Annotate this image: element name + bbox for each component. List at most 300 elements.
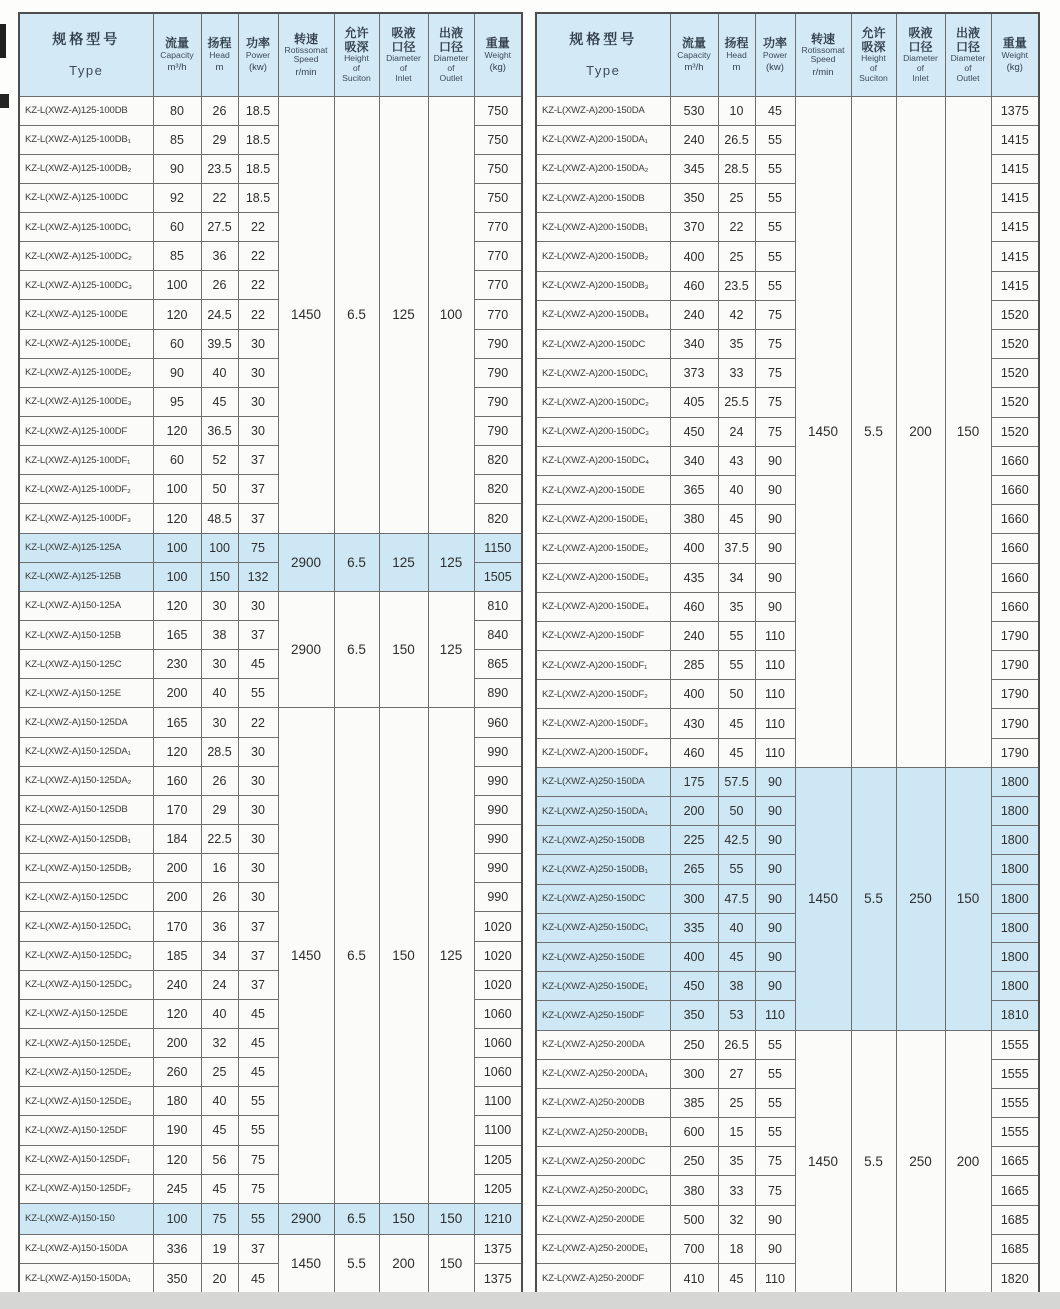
- weight-cell: 790: [474, 417, 522, 446]
- speed-cell: 1450: [795, 767, 851, 1030]
- header-type: [19, 13, 153, 96]
- header-outlet-en: of: [964, 63, 972, 74]
- power-cell: 30: [238, 329, 278, 358]
- power-cell: 55: [755, 1088, 795, 1117]
- weight-cell: 1205: [474, 1174, 522, 1203]
- capacity-cell: 370: [670, 213, 718, 242]
- type-cell: KZ-L(XWZ-A)150-125DB: [19, 795, 153, 824]
- weight-cell: 1660: [991, 563, 1039, 592]
- power-cell: 45: [238, 999, 278, 1028]
- type-cell: KZ-L(XWZ-A)200-150DB: [536, 184, 670, 213]
- header-weight-en: Weight: [1001, 49, 1029, 60]
- header-speed-unit: r/min: [812, 66, 834, 78]
- header-suction-en: Height: [344, 53, 369, 64]
- capacity-cell: 200: [153, 854, 201, 883]
- header-outlet-cn: 出液: [438, 26, 463, 41]
- power-cell: 90: [755, 972, 795, 1001]
- head-cell: 36: [201, 912, 238, 941]
- power-cell: 30: [238, 825, 278, 854]
- table-header: [536, 13, 1039, 96]
- weight-cell: 810: [474, 591, 522, 620]
- weight-cell: 1665: [991, 1176, 1039, 1205]
- inlet-cell: 200: [896, 96, 945, 767]
- spec-row: [536, 1030, 1039, 1059]
- power-cell: 75: [238, 1145, 278, 1174]
- weight-cell: 1415: [991, 213, 1039, 242]
- inlet-cell: 150: [379, 591, 428, 708]
- power-cell: 45: [755, 96, 795, 125]
- head-cell: 22.5: [201, 825, 238, 854]
- power-cell: 18.5: [238, 154, 278, 183]
- weight-cell: 750: [474, 96, 522, 125]
- power-cell: 55: [755, 184, 795, 213]
- head-cell: 30: [201, 708, 238, 737]
- weight-cell: 1800: [991, 972, 1039, 1001]
- head-cell: 40: [201, 679, 238, 708]
- head-cell: 55: [718, 651, 755, 680]
- weight-cell: 1520: [991, 330, 1039, 359]
- header-speed: [278, 13, 334, 96]
- head-cell: 38: [718, 972, 755, 1001]
- power-cell: 55: [755, 1030, 795, 1059]
- weight-cell: 1790: [991, 621, 1039, 650]
- inlet-cell: 150: [379, 708, 428, 1203]
- weight-cell: 890: [474, 679, 522, 708]
- power-cell: 110: [755, 1264, 795, 1295]
- header-outlet-en: Diameter: [433, 53, 469, 64]
- header-power-cn: 功率: [245, 36, 270, 51]
- type-cell: KZ-L(XWZ-A)250-150DA₁: [536, 797, 670, 826]
- capacity-cell: 435: [670, 563, 718, 592]
- type-cell: KZ-L(XWZ-A)250-150DE: [536, 942, 670, 971]
- header-power: [238, 13, 278, 96]
- power-cell: 90: [755, 797, 795, 826]
- capacity-cell: 335: [670, 913, 718, 942]
- head-cell: 25.5: [718, 388, 755, 417]
- head-cell: 32: [718, 1205, 755, 1234]
- header-capacity-unit: m³/h: [167, 62, 187, 74]
- capacity-cell: 240: [670, 621, 718, 650]
- head-cell: 33: [718, 359, 755, 388]
- head-cell: 24: [201, 970, 238, 999]
- capacity-cell: 400: [670, 680, 718, 709]
- suction-cell: 6.5: [334, 96, 379, 533]
- header-weight-cn: 重量: [1002, 36, 1027, 51]
- capacity-cell: 165: [153, 708, 201, 737]
- header-inlet-cn: 口径: [391, 40, 416, 55]
- type-cell: KZ-L(XWZ-A)250-150DB: [536, 826, 670, 855]
- power-cell: 22: [238, 213, 278, 242]
- type-cell: KZ-L(XWZ-A)125-100DC₂: [19, 242, 153, 271]
- weight-cell: 1790: [991, 651, 1039, 680]
- capacity-cell: 90: [153, 154, 201, 183]
- pump-spec-table: [18, 12, 523, 1295]
- type-cell: KZ-L(XWZ-A)200-150DA: [536, 96, 670, 125]
- weight-cell: 1790: [991, 738, 1039, 767]
- capacity-cell: 100: [153, 533, 201, 562]
- head-cell: 18: [718, 1234, 755, 1263]
- power-cell: 75: [755, 1176, 795, 1205]
- type-cell: KZ-L(XWZ-A)150-125DB₂: [19, 854, 153, 883]
- weight-cell: 1800: [991, 797, 1039, 826]
- type-cell: KZ-L(XWZ-A)200-150DB₄: [536, 300, 670, 329]
- type-cell: KZ-L(XWZ-A)250-200DF: [536, 1264, 670, 1295]
- header-capacity-en: Capacity: [160, 49, 194, 60]
- speed-cell: 1450: [278, 96, 334, 533]
- inlet-cell: 250: [896, 767, 945, 1030]
- capacity-cell: 95: [153, 387, 201, 416]
- weight-cell: 1800: [991, 855, 1039, 884]
- power-cell: 30: [238, 854, 278, 883]
- head-cell: 150: [201, 562, 238, 591]
- head-cell: 33: [718, 1176, 755, 1205]
- head-cell: 23.5: [718, 271, 755, 300]
- capacity-cell: 170: [153, 795, 201, 824]
- weight-cell: 1520: [991, 300, 1039, 329]
- weight-cell: 790: [474, 329, 522, 358]
- header-weight-cn: 重量: [485, 36, 510, 51]
- type-cell: KZ-L(XWZ-A)150-150: [19, 1203, 153, 1234]
- type-cell: KZ-L(XWZ-A)150-125DF₁: [19, 1145, 153, 1174]
- header-inlet-cn: 吸液: [908, 26, 933, 41]
- power-cell: 90: [755, 534, 795, 563]
- weight-cell: 1415: [991, 242, 1039, 271]
- weight-cell: 750: [474, 183, 522, 212]
- header-weight-en: Weight: [484, 49, 512, 60]
- weight-cell: 1520: [991, 417, 1039, 446]
- capacity-cell: 700: [670, 1234, 718, 1263]
- header-capacity-unit: m³/h: [684, 62, 704, 74]
- power-cell: 55: [238, 1116, 278, 1145]
- capacity-cell: 120: [153, 300, 201, 329]
- head-cell: 42: [718, 300, 755, 329]
- type-cell: KZ-L(XWZ-A)250-150DC₁: [536, 913, 670, 942]
- power-cell: 90: [755, 826, 795, 855]
- head-cell: 26: [201, 766, 238, 795]
- weight-cell: 1810: [991, 1001, 1039, 1030]
- head-cell: 45: [718, 709, 755, 738]
- type-cell: KZ-L(XWZ-A)200-150DF₁: [536, 651, 670, 680]
- weight-cell: 1685: [991, 1205, 1039, 1234]
- header-inlet-cn: 吸液: [391, 26, 416, 41]
- header-inlet-cn: 口径: [908, 40, 933, 55]
- head-cell: 26: [201, 883, 238, 912]
- header-outlet-en: Outlet: [439, 72, 463, 83]
- type-cell: KZ-L(XWZ-A)250-150DF: [536, 1001, 670, 1030]
- weight-cell: 1020: [474, 970, 522, 999]
- type-cell: KZ-L(XWZ-A)125-100DB₁: [19, 125, 153, 154]
- header-power-unit: (kw): [766, 62, 784, 74]
- weight-cell: 1520: [991, 359, 1039, 388]
- type-cell: KZ-L(XWZ-A)125-100DE₁: [19, 329, 153, 358]
- capacity-cell: 400: [670, 242, 718, 271]
- head-cell: 26.5: [718, 125, 755, 154]
- type-cell: KZ-L(XWZ-A)200-150DF₄: [536, 738, 670, 767]
- power-cell: 90: [755, 1234, 795, 1263]
- type-cell: KZ-L(XWZ-A)200-150DB₂: [536, 242, 670, 271]
- spec-row: [536, 767, 1039, 796]
- head-cell: 45: [718, 505, 755, 534]
- type-cell: KZ-L(XWZ-A)150-125E: [19, 679, 153, 708]
- type-cell: KZ-L(XWZ-A)150-125DC₁: [19, 912, 153, 941]
- power-cell: 55: [755, 242, 795, 271]
- type-cell: KZ-L(XWZ-A)250-200DE: [536, 1205, 670, 1234]
- header-outlet-cn: 口径: [438, 40, 463, 55]
- footer-scan-bar: [0, 1292, 1060, 1309]
- header-suction-cn: 吸深: [861, 40, 886, 55]
- head-cell: 39.5: [201, 329, 238, 358]
- capacity-cell: 450: [670, 972, 718, 1001]
- weight-cell: 1205: [474, 1145, 522, 1174]
- capacity-cell: 120: [153, 999, 201, 1028]
- header-weight: [474, 13, 522, 96]
- type-cell: KZ-L(XWZ-A)200-150DF: [536, 621, 670, 650]
- suction-cell: 6.5: [334, 591, 379, 708]
- weight-cell: 1660: [991, 592, 1039, 621]
- header-speed-unit: r/min: [295, 66, 317, 78]
- type-cell: KZ-L(XWZ-A)250-200DB: [536, 1088, 670, 1117]
- weight-cell: 770: [474, 242, 522, 271]
- capacity-cell: 100: [153, 562, 201, 591]
- capacity-cell: 120: [153, 1145, 201, 1174]
- weight-cell: 1555: [991, 1059, 1039, 1088]
- type-cell: KZ-L(XWZ-A)250-150DA: [536, 767, 670, 796]
- power-cell: 110: [755, 709, 795, 738]
- head-cell: 55: [718, 855, 755, 884]
- head-cell: 45: [201, 1116, 238, 1145]
- header-capacity: [670, 13, 718, 96]
- type-cell: KZ-L(XWZ-A)150-125DE₃: [19, 1087, 153, 1116]
- header-inlet-en: Diameter: [903, 53, 938, 64]
- power-cell: 132: [238, 562, 278, 591]
- table-header: [19, 13, 522, 96]
- speed-cell: 1450: [795, 96, 851, 767]
- capacity-cell: 450: [670, 417, 718, 446]
- power-cell: 75: [755, 388, 795, 417]
- capacity-cell: 430: [670, 709, 718, 738]
- header-inlet-en: Diameter: [386, 53, 421, 64]
- head-cell: 45: [718, 942, 755, 971]
- header-capacity-cn: 流量: [164, 36, 189, 51]
- spec-row: [19, 591, 522, 620]
- type-cell: KZ-L(XWZ-A)250-200DC₁: [536, 1176, 670, 1205]
- weight-cell: 1800: [991, 942, 1039, 971]
- weight-cell: 770: [474, 300, 522, 329]
- header-head-cn: 扬程: [724, 36, 749, 51]
- power-cell: 90: [755, 767, 795, 796]
- suction-cell: 6.5: [334, 533, 379, 591]
- head-cell: 24.5: [201, 300, 238, 329]
- weight-cell: 990: [474, 825, 522, 854]
- head-cell: 19: [201, 1234, 238, 1263]
- type-cell: KZ-L(XWZ-A)150-125DB₁: [19, 825, 153, 854]
- type-cell: KZ-L(XWZ-A)125-100DB: [19, 96, 153, 125]
- header-power-unit: (kw): [249, 62, 267, 74]
- capacity-cell: 190: [153, 1116, 201, 1145]
- type-cell: KZ-L(XWZ-A)150-125DA₂: [19, 766, 153, 795]
- header-capacity-en: Capacity: [677, 49, 711, 60]
- power-cell: 55: [238, 1203, 278, 1234]
- weight-cell: 750: [474, 154, 522, 183]
- header-speed: [795, 13, 851, 96]
- header-type: [536, 13, 670, 96]
- header-suction-en: of: [869, 63, 878, 74]
- weight-cell: 1505: [474, 562, 522, 591]
- header-inlet-en: of: [399, 63, 408, 74]
- header-power-en: Power: [245, 49, 271, 60]
- power-cell: 75: [238, 1174, 278, 1203]
- header-weight: [991, 13, 1039, 96]
- weight-cell: 840: [474, 621, 522, 650]
- power-cell: 45: [238, 650, 278, 679]
- capacity-cell: 340: [670, 446, 718, 475]
- power-cell: 30: [238, 591, 278, 620]
- spec-row: [536, 96, 1039, 125]
- capacity-cell: 285: [670, 651, 718, 680]
- capacity-cell: 90: [153, 358, 201, 387]
- head-cell: 26: [201, 96, 238, 125]
- head-cell: 45: [718, 1264, 755, 1295]
- capacity-cell: 120: [153, 417, 201, 446]
- capacity-cell: 184: [153, 825, 201, 854]
- outlet-cell: 200: [945, 1030, 991, 1294]
- header-outlet: [945, 13, 991, 96]
- capacity-cell: 80: [153, 96, 201, 125]
- weight-cell: 1660: [991, 446, 1039, 475]
- inlet-cell: 125: [379, 96, 428, 533]
- type-cell: KZ-L(XWZ-A)200-150DE₃: [536, 563, 670, 592]
- head-cell: 40: [201, 999, 238, 1028]
- header-suction: [851, 13, 896, 96]
- type-cell: KZ-L(XWZ-A)200-150DF₂: [536, 680, 670, 709]
- weight-cell: 1790: [991, 709, 1039, 738]
- weight-cell: 1555: [991, 1030, 1039, 1059]
- header-speed-en: Speed: [293, 54, 319, 65]
- header-inlet-en: Inlet: [395, 72, 412, 83]
- scan-artifact: [0, 94, 9, 108]
- head-cell: 15: [718, 1118, 755, 1147]
- type-cell: KZ-L(XWZ-A)150-125DC₃: [19, 970, 153, 999]
- header-head-en: Head: [726, 49, 747, 60]
- type-cell: KZ-L(XWZ-A)150-125C: [19, 650, 153, 679]
- header-suction: [334, 13, 379, 96]
- type-cell: KZ-L(XWZ-A)200-150DF₃: [536, 709, 670, 738]
- type-cell: KZ-L(XWZ-A)200-150DE₂: [536, 534, 670, 563]
- power-cell: 30: [238, 766, 278, 795]
- speed-cell: 1450: [278, 1234, 334, 1294]
- type-cell: KZ-L(XWZ-A)250-150DB₁: [536, 855, 670, 884]
- speed-cell: 1450: [795, 1030, 851, 1294]
- head-cell: 35: [718, 330, 755, 359]
- capacity-cell: 245: [153, 1174, 201, 1203]
- type-cell: KZ-L(XWZ-A)250-200DA: [536, 1030, 670, 1059]
- power-cell: 90: [755, 446, 795, 475]
- spec-row: [19, 96, 522, 125]
- type-cell: KZ-L(XWZ-A)125-100DB₂: [19, 154, 153, 183]
- head-cell: 40: [201, 1087, 238, 1116]
- type-cell: KZ-L(XWZ-A)150-150DA: [19, 1234, 153, 1263]
- header-inlet-en: Inlet: [912, 72, 929, 83]
- power-cell: 90: [755, 505, 795, 534]
- head-cell: 25: [718, 1088, 755, 1117]
- header-weight-unit: (kg): [489, 62, 506, 74]
- head-cell: 47.5: [718, 884, 755, 913]
- head-cell: 40: [201, 358, 238, 387]
- type-cell: KZ-L(XWZ-A)125-125B: [19, 562, 153, 591]
- weight-cell: 1020: [474, 941, 522, 970]
- weight-cell: 1800: [991, 913, 1039, 942]
- head-cell: 55: [718, 621, 755, 650]
- head-cell: 34: [718, 563, 755, 592]
- head-cell: 22: [718, 213, 755, 242]
- capacity-cell: 100: [153, 475, 201, 504]
- type-cell: KZ-L(XWZ-A)150-125B: [19, 621, 153, 650]
- head-cell: 27: [718, 1059, 755, 1088]
- pump-spec-table: [535, 12, 1040, 1295]
- type-cell: KZ-L(XWZ-A)125-100DE₂: [19, 358, 153, 387]
- type-cell: KZ-L(XWZ-A)150-125DE: [19, 999, 153, 1028]
- header-outlet: [428, 13, 474, 96]
- type-cell: KZ-L(XWZ-A)125-100DC₁: [19, 213, 153, 242]
- capacity-cell: 175: [670, 767, 718, 796]
- capacity-cell: 373: [670, 359, 718, 388]
- head-cell: 25: [718, 184, 755, 213]
- suction-cell: 5.5: [851, 767, 896, 1030]
- type-cell: KZ-L(XWZ-A)150-125DF₂: [19, 1174, 153, 1203]
- type-cell: KZ-L(XWZ-A)250-150DE₁: [536, 972, 670, 1001]
- capacity-cell: 380: [670, 1176, 718, 1205]
- type-cell: KZ-L(XWZ-A)150-125DA₁: [19, 737, 153, 766]
- inlet-cell: 200: [379, 1234, 428, 1294]
- speed-cell: 2900: [278, 1203, 334, 1234]
- header-power-en: Power: [762, 49, 788, 60]
- head-cell: 29: [201, 795, 238, 824]
- power-cell: 90: [755, 884, 795, 913]
- power-cell: 75: [755, 330, 795, 359]
- weight-cell: 1790: [991, 680, 1039, 709]
- head-cell: 34: [201, 941, 238, 970]
- power-cell: 75: [755, 359, 795, 388]
- head-cell: 50: [201, 475, 238, 504]
- head-cell: 36: [201, 242, 238, 271]
- head-cell: 57.5: [718, 767, 755, 796]
- head-cell: 25: [201, 1058, 238, 1087]
- power-cell: 37: [238, 1234, 278, 1263]
- weight-cell: 820: [474, 475, 522, 504]
- header-speed-en: Speed: [810, 54, 836, 65]
- header-outlet-cn: 口径: [955, 40, 980, 55]
- head-cell: 40: [718, 913, 755, 942]
- power-cell: 110: [755, 1001, 795, 1030]
- weight-cell: 1415: [991, 154, 1039, 183]
- capacity-cell: 240: [670, 125, 718, 154]
- header-outlet-en: of: [447, 63, 455, 74]
- type-cell: KZ-L(XWZ-A)200-150DA₂: [536, 154, 670, 183]
- capacity-cell: 365: [670, 475, 718, 504]
- weight-cell: 1100: [474, 1087, 522, 1116]
- outlet-cell: 100: [428, 96, 474, 533]
- capacity-cell: 85: [153, 242, 201, 271]
- weight-cell: 1210: [474, 1203, 522, 1234]
- header-suction-en: Suciton: [342, 72, 371, 83]
- header-suction-en: of: [352, 63, 361, 74]
- power-cell: 55: [755, 125, 795, 154]
- capacity-cell: 200: [153, 679, 201, 708]
- table-body: [536, 96, 1039, 1294]
- capacity-cell: 350: [153, 1264, 201, 1294]
- power-cell: 37: [238, 504, 278, 533]
- power-cell: 90: [755, 1205, 795, 1234]
